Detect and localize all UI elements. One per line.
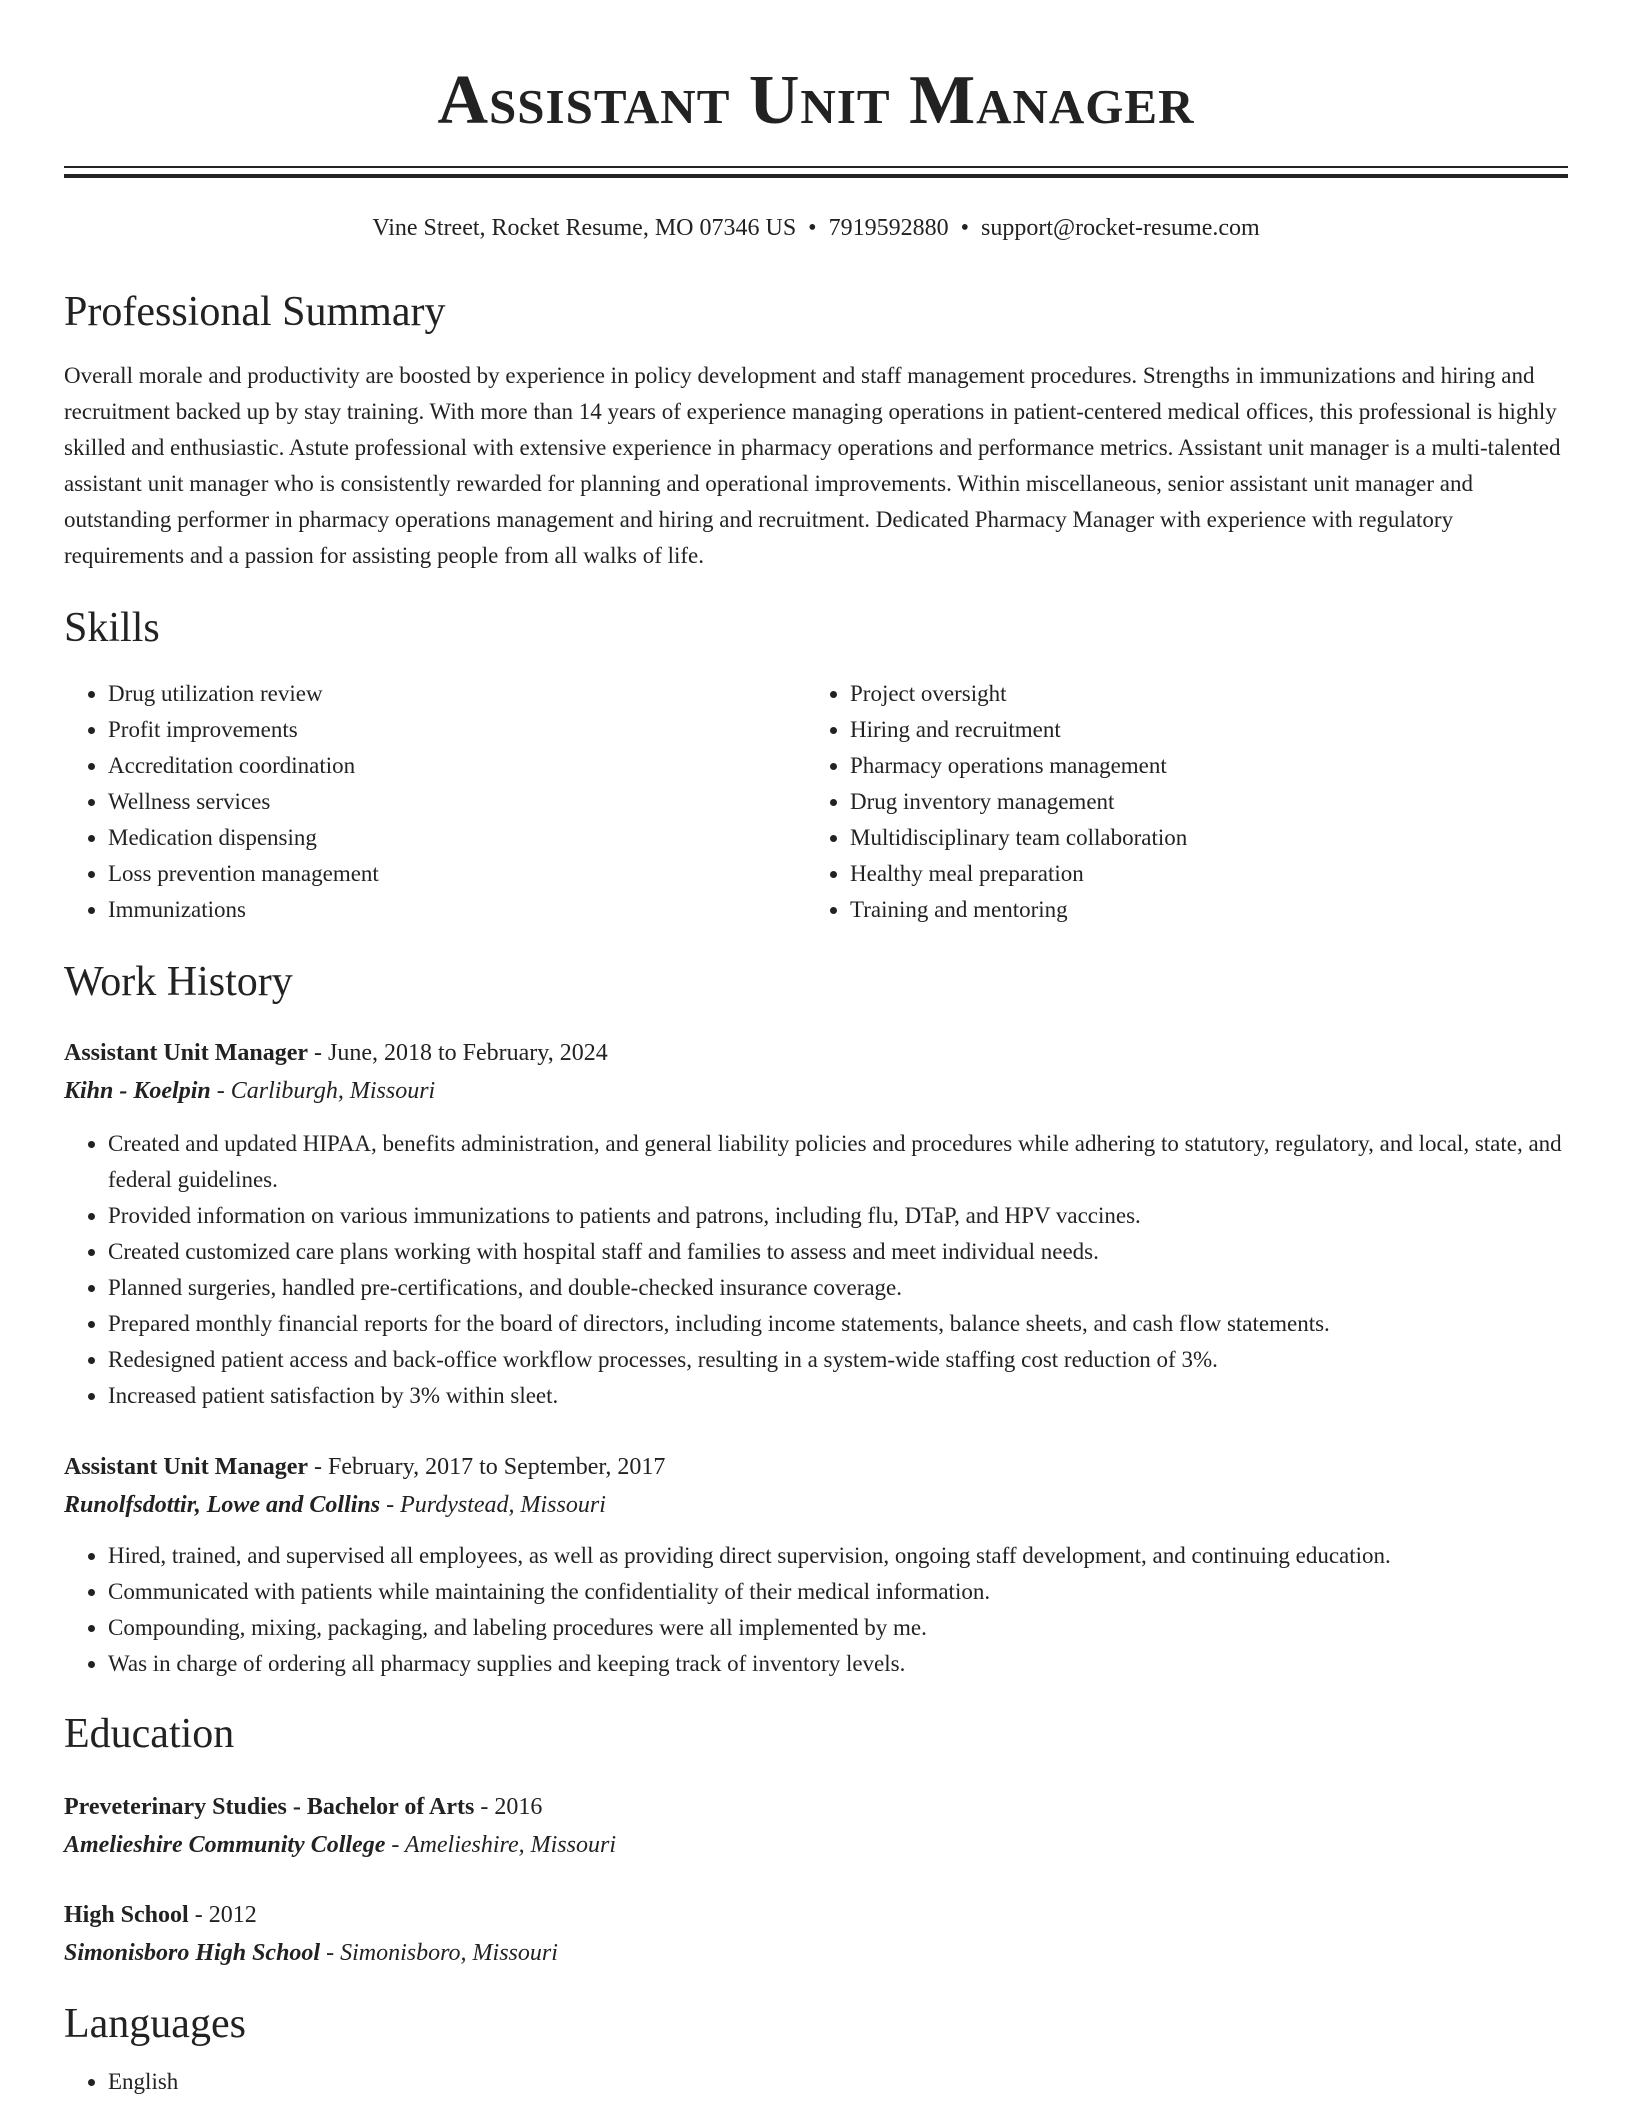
job-bullet: • Created and updated HIPAA, benefits administration, and general liability policies and procedures while adhering to statutory, regulatory, and local, state, and federal guidelines. (108, 1126, 1568, 1198)
job-bullet: • Communicated with patients while maintaining the confidentiality of their medical information. (108, 1574, 1568, 1610)
job-bullet: • Increased patient satisfaction by 3% within sleet. (108, 1378, 1568, 1414)
dash-separator: - (385, 1832, 405, 1858)
dash-separator: - (320, 1940, 341, 1966)
header-divider-thin (64, 166, 1568, 168)
summary-heading: Professional Summary (64, 289, 446, 335)
contact-separator: • (960, 215, 969, 241)
job-bullet: • Created customized care plans working with hospital staff and families to assess and meet individual needs. (108, 1234, 1568, 1270)
company-name: Kihn - Koelpin (64, 1078, 211, 1104)
dash-separator: - (474, 1794, 495, 1820)
job-bullet: • Compounding, mixing, packaging, and labeling procedures were all implemented by me. (108, 1610, 1568, 1646)
skill-item: • Drug inventory management (850, 784, 1548, 820)
skill-item: • Profit improvements (108, 712, 806, 748)
skill-item: • Multidisciplinary team collaboration (850, 820, 1548, 856)
job-location: Purdystead, Missouri (400, 1492, 606, 1518)
languages-list (64, 2064, 1568, 2100)
contact-line (64, 212, 1568, 244)
school-name: Simonisboro High School (64, 1940, 321, 1966)
contact-separator: • (808, 215, 817, 241)
skills-columns (64, 676, 1568, 928)
job-heading (64, 1448, 1568, 1486)
job-title: Assistant Unit Manager (64, 1454, 308, 1480)
job-title: Assistant Unit Manager (64, 1040, 308, 1066)
contact-address: Vine Street, Rocket Resume, MO 07346 US (372, 215, 797, 241)
job-dates: February, 2017 to September, 2017 (328, 1454, 666, 1480)
degree-name: Preveterinary Studies - Bachelor of Arts (64, 1794, 475, 1820)
skill-item: • Wellness services (108, 784, 806, 820)
graduation-year: 2012 (208, 1902, 257, 1928)
skill-item: • Immunizations (108, 892, 806, 928)
skills-heading: Skills (64, 605, 160, 651)
company-name: Runolfsdottir, Lowe and Collins (64, 1492, 381, 1518)
skill-item: • Training and mentoring (850, 892, 1548, 928)
school-location: Amelieshire, Missouri (404, 1832, 616, 1858)
skill-item: • Hiring and recruitment (850, 712, 1548, 748)
job-location: Carliburgh, Missouri (230, 1078, 436, 1104)
job-dates: June, 2018 to February, 2024 (328, 1040, 608, 1066)
work-history-heading: Work History (64, 959, 293, 1005)
skill-item: • Accreditation coordination (108, 748, 806, 784)
job-bullet: • Redesigned patient access and back-office workflow processes, resulting in a system-wide staffing cost reduction of 3%. (108, 1342, 1568, 1378)
skill-item: • Project oversight (850, 676, 1548, 712)
job-bullet: • Provided information on various immunizations to patients and patrons, including flu, DTaP, and HPV vaccines. (108, 1198, 1568, 1234)
languages-heading: Languages (64, 2001, 246, 2047)
job-bullet: • Was in charge of ordering all pharmacy supplies and keeping track of inventory levels. (108, 1646, 1568, 1682)
job-bullet: • Prepared monthly financial reports for the board of directors, including income statements, balance sheets, and cash flow statements. (108, 1306, 1568, 1342)
dash-separator: - (308, 1040, 328, 1066)
education-heading-line (64, 1896, 1568, 1934)
education-heading-line (64, 1788, 1568, 1826)
job-employer (64, 1072, 1568, 1110)
job-responsibilities (64, 1538, 1568, 1682)
graduation-year: 2016 (494, 1794, 543, 1820)
resume-name-title: Assistant Unit Manager (437, 62, 1195, 139)
job-heading (64, 1034, 1568, 1072)
skill-item: • Medication dispensing (108, 820, 806, 856)
contact-email: support@rocket-resume.com (980, 215, 1260, 241)
job-employer (64, 1486, 1568, 1524)
dash-separator: - (380, 1492, 401, 1518)
dash-separator: - (308, 1454, 328, 1480)
job-bullet: • Planned surgeries, handled pre-certifications, and double-checked insurance coverage. (108, 1270, 1568, 1306)
skills-list-right (806, 676, 1548, 928)
education-heading: Education (64, 1711, 235, 1757)
header-divider-thick (64, 174, 1568, 178)
skill-item: • Healthy meal preparation (850, 856, 1548, 892)
job-bullet: • Hired, trained, and supervised all employees, as well as providing direct supervision, ongoing staff development, and continuing education. (108, 1538, 1568, 1574)
degree-name: High School (64, 1902, 189, 1928)
skill-item: • Drug utilization review (108, 676, 806, 712)
education-school-line (64, 1934, 1568, 1972)
language-item: • English (108, 2064, 1568, 2100)
skill-item: • Pharmacy operations management (850, 748, 1548, 784)
dash-separator: - (210, 1078, 231, 1104)
skill-item: • Loss prevention management (108, 856, 806, 892)
summary-text: Overall morale and productivity are boosted by experience in policy development and staff management procedures. Strengths in immunizations and hiring and recruitment backed up by stay training. With more than 14 years of experience managing operations in patient-centered medical offices, this professional is highly skilled and enthusiastic. Astute professional with extensive experience in pharmacy operations and performance metrics. Assistant unit manager is a multi-talented assistant unit manager who is consistently rewarded for planning and operational improvements. Within miscellaneous, senior assistant unit manager and outstanding performer in pharmacy operations management and hiring and recruitment. Dedicated Pharmacy Manager with experience with regulatory requirements and a passion for assisting people from all walks of life. (64, 363, 1561, 568)
education-school-line (64, 1826, 1568, 1864)
job-responsibilities (64, 1126, 1568, 1414)
dash-separator: - (188, 1902, 209, 1928)
contact-phone: 7919592880 (828, 215, 949, 241)
skills-list-left (64, 676, 806, 928)
school-location: Simonisboro, Missouri (340, 1940, 558, 1966)
school-name: Amelieshire Community College (64, 1832, 386, 1858)
